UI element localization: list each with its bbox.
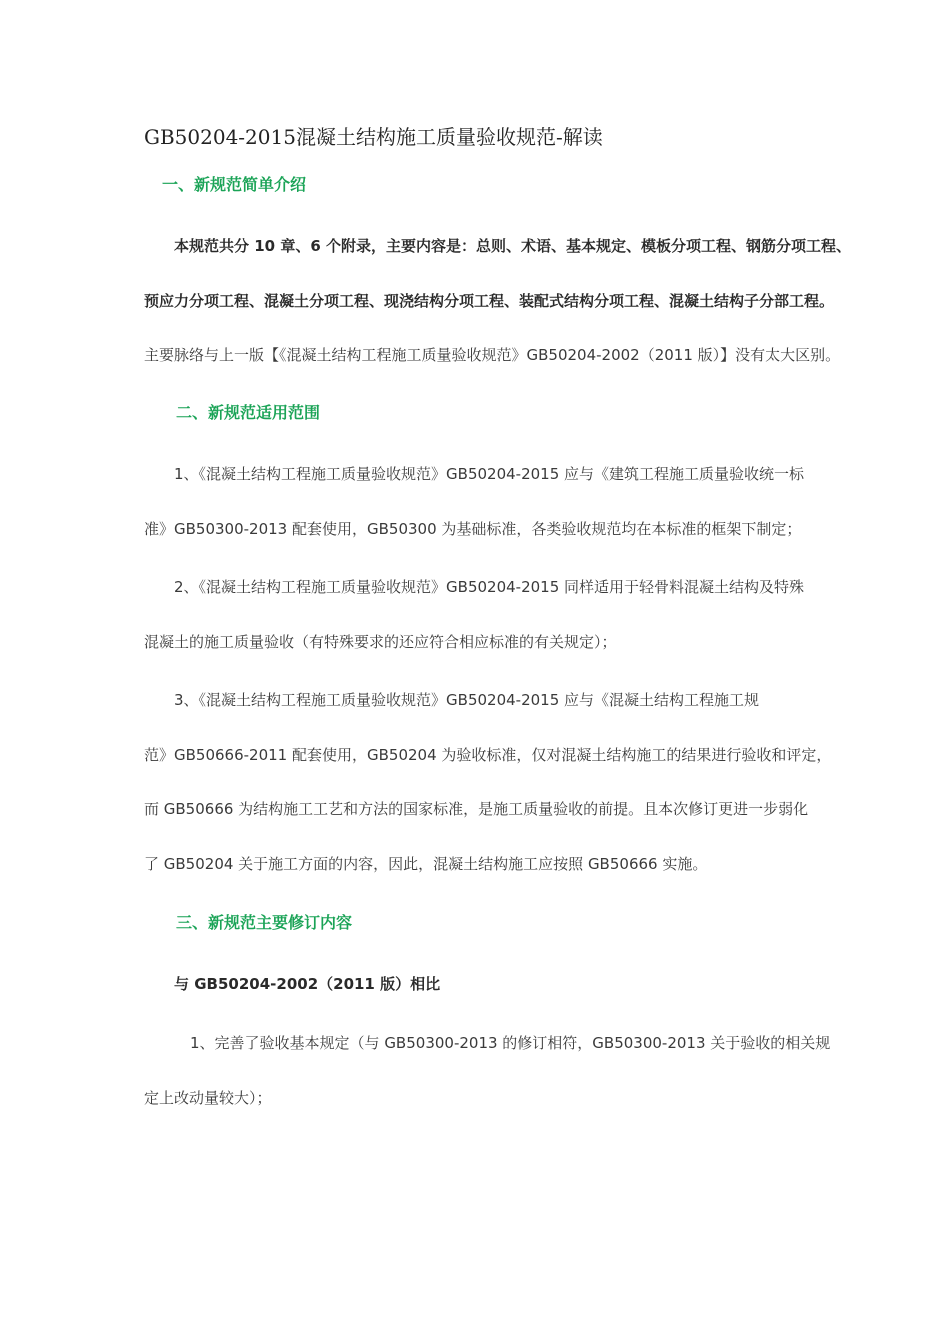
paragraph-line: 范》GB50666-2011 配套使用，GB50204 为验收标准，仅对混凝土结构施工的结果进行验收和评定，	[144, 746, 832, 764]
paragraph-line: 本规范共分 10 章、6 个附录，主要内容是：总则、术语、基本规定、模板分项工程、钢筋分项工程、	[174, 237, 851, 255]
section-subheading: 与 GB50204-2002（2011 版）相比	[174, 975, 441, 993]
paragraph-line: 2、《混凝土结构工程施工质量验收规范》GB50204-2015 同样适用于轻骨料混凝土结构及特殊	[174, 578, 805, 596]
section-heading-scope: 二、新规范适用范围	[176, 403, 321, 422]
paragraph-line: 预应力分项工程、混凝土分项工程、现浇结构分项工程、装配式结构分项工程、混凝土结构子分部工程。	[144, 292, 835, 310]
paragraph-line: 而 GB50666 为结构施工工艺和方法的国家标准，是施工质量验收的前提。且本次修订更进一步弱化	[144, 800, 809, 818]
paragraph-line: 3、《混凝土结构工程施工质量验收规范》GB50204-2015 应与《混凝土结构工程施工规	[174, 691, 760, 709]
paragraph-line: 定上改动量较大）；	[144, 1089, 272, 1107]
paragraph-line: 主要脉络与上一版【《混凝土结构工程施工质量验收规范》GB50204-2002（2011 版）】没有太大区别。	[144, 346, 841, 364]
paragraph-line: 准》GB50300-2013 配套使用，GB50300 为基础标准，各类验收规范均在本标准的框架下制定；	[144, 520, 802, 538]
paragraph-line: 混凝土的施工质量验收（有特殊要求的还应符合相应标准的有关规定）；	[144, 633, 617, 651]
section-heading-revisions: 三、新规范主要修订内容	[176, 913, 353, 932]
document-title: GB50204-2015混凝土结构施工质量验收规范-解读	[144, 125, 603, 149]
section-heading-intro: 一、新规范简单介绍	[162, 175, 307, 194]
paragraph-line: 1、完善了验收基本规定（与 GB50300-2013 的修订相符，GB50300-2013 关于验收的相关规	[190, 1034, 831, 1052]
paragraph-line: 1、《混凝土结构工程施工质量验收规范》GB50204-2015 应与《建筑工程施工质量验收统一标	[174, 465, 805, 483]
paragraph-line: 了 GB50204 关于施工方面的内容，因此，混凝土结构施工应按照 GB50666 实施。	[144, 855, 708, 873]
